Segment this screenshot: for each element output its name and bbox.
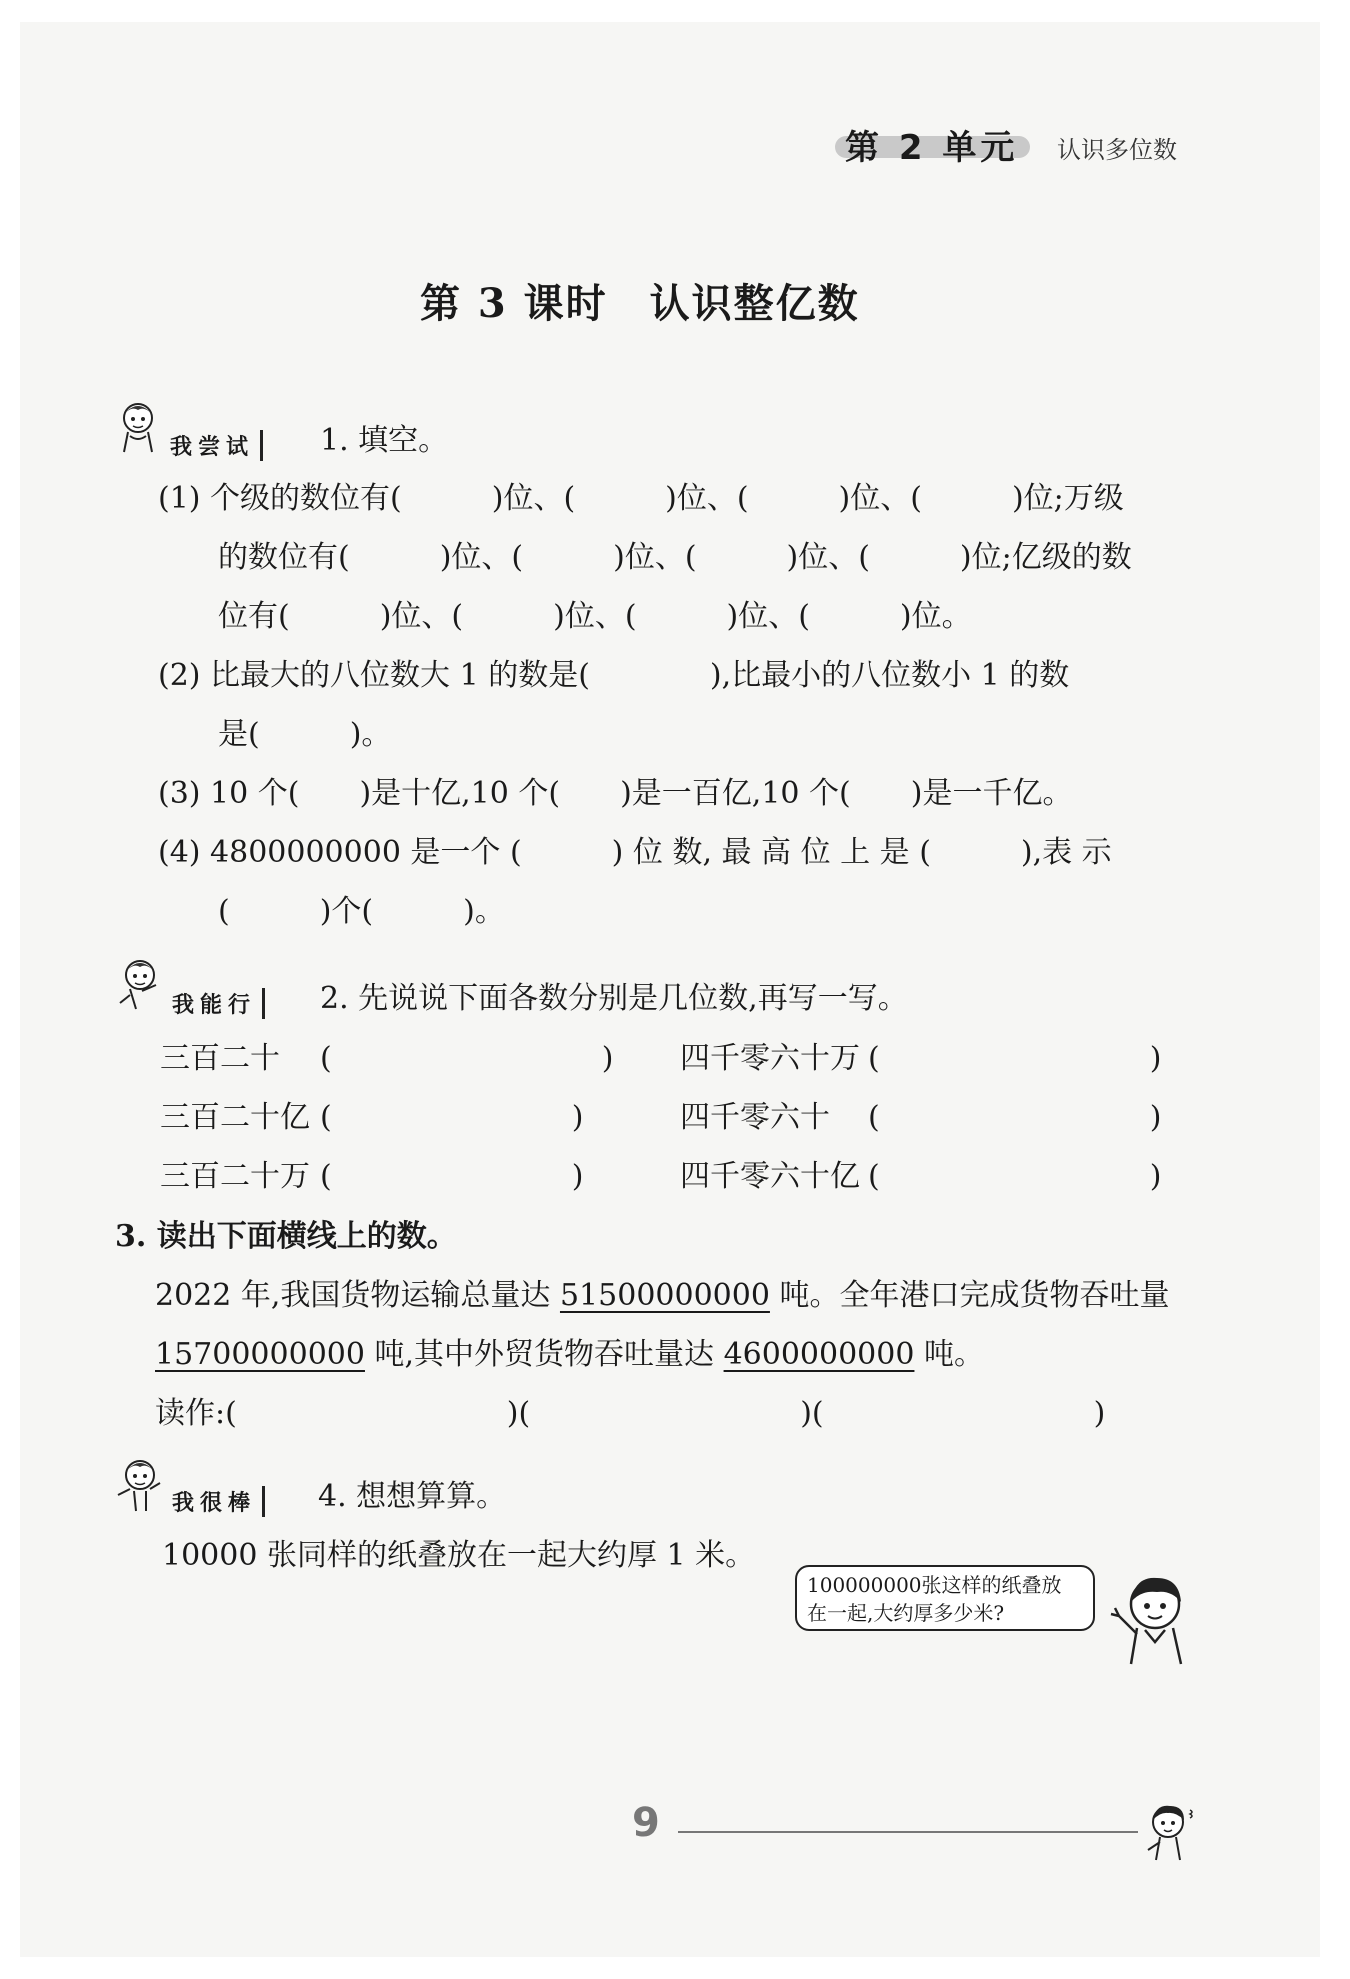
q1-line-1: (1) 个级的数位有( )位、( )位、( )位、( )位;万级 xyxy=(158,481,1124,516)
q3-paragraph-line-2 xyxy=(155,1337,984,1372)
q1-line-6: (3) 10 个( )是十亿,10 个( )是一百亿,10 个( )是一千亿。 xyxy=(158,776,1073,811)
q1-line-2: 的数位有( )位、( )位、( )位、( )位;亿级的数 xyxy=(218,540,1132,575)
q1-line-3: 位有( )位、( )位、( )位、( )位。 xyxy=(218,599,972,634)
question-2-heading: 2. 先说说下面各数分别是几位数,再写一写。 xyxy=(320,981,908,1016)
question-4-heading: 4. 想想算算。 xyxy=(318,1479,507,1514)
question-3-heading: 3. 读出下面横线上的数。 xyxy=(115,1219,457,1254)
q2-right-3-blank: ( ) xyxy=(868,1159,1162,1194)
q3-paragraph-line-1 xyxy=(155,1278,1170,1313)
q1-line-7: (4) 4800000000 是一个 ( ) 位 数, 最 高 位 上 是 ( ),表 示 xyxy=(158,835,1112,870)
q2-left-1-label: 三百二十 xyxy=(160,1041,280,1076)
q3-number-3: 4600000000 xyxy=(723,1337,915,1372)
q4-text: 10000 张同样的纸叠放在一起大约厚 1 米。 xyxy=(162,1538,756,1573)
q2-right-2-label: 四千零六十 xyxy=(680,1100,830,1135)
unit-header xyxy=(835,118,1035,168)
footer-rule xyxy=(678,1831,1138,1833)
q2-right-1-label: 四千零六十万 xyxy=(680,1041,860,1076)
badge-great: 我很棒 xyxy=(172,1486,265,1517)
boy-mascot-icon xyxy=(1105,1572,1200,1672)
q3-text: 吨,其中外贸货物吞吐量达 xyxy=(364,1337,724,1372)
speech-bubble xyxy=(795,1565,1095,1631)
bubble-line-2: 在一起,大约厚多少米? xyxy=(807,1601,1005,1625)
badge-can-do: 我能行 xyxy=(172,988,265,1019)
q1-line-8: ( )个( )。 xyxy=(218,894,505,929)
q3-read-answer: 读作:( )( )( ) xyxy=(155,1396,1106,1431)
q2-left-2-blank: ( ) xyxy=(320,1100,584,1135)
girl-mascot-icon xyxy=(112,955,168,1013)
q1-line-4: (2) 比最大的八位数大 1 的数是( ),比最小的八位数小 1 的数 xyxy=(158,658,1070,693)
q3-number-1: 51500000000 xyxy=(559,1278,770,1313)
page-number: 9 xyxy=(632,1800,660,1846)
q2-left-1-blank: ( ) xyxy=(320,1041,614,1076)
q2-right-1-blank: ( ) xyxy=(868,1041,1162,1076)
boy-footer-icon xyxy=(1140,1800,1200,1864)
q2-left-3-label: 三百二十万 xyxy=(160,1159,310,1194)
q1-line-5: 是( )。 xyxy=(218,717,392,752)
q3-text: 吨。全年港口完成货物吞吐量 xyxy=(769,1278,1170,1313)
badge-try: 我尝试 xyxy=(170,430,263,461)
question-1-heading: 1. 填空。 xyxy=(320,423,449,458)
lesson-title: 第 3 课时 认识整亿数 xyxy=(420,280,860,327)
bubble-line-1: 100000000张这样的纸叠放 xyxy=(807,1573,1062,1597)
q2-left-3-blank: ( ) xyxy=(320,1159,584,1194)
q3-number-2: 15700000000 xyxy=(155,1337,365,1372)
girl-mascot-icon xyxy=(112,1455,168,1513)
q2-right-3-label: 四千零六十亿 xyxy=(680,1159,860,1194)
q2-right-2-blank: ( ) xyxy=(868,1100,1162,1135)
unit-subtitle: 认识多位数 xyxy=(1057,136,1177,164)
q3-text: 2022 年,我国货物运输总量达 xyxy=(155,1278,560,1313)
girl-mascot-icon xyxy=(110,398,166,456)
q3-text: 吨。 xyxy=(914,1337,984,1372)
q2-left-2-label: 三百二十亿 xyxy=(160,1100,310,1135)
unit-label: 第 2 单元 xyxy=(845,128,1019,168)
